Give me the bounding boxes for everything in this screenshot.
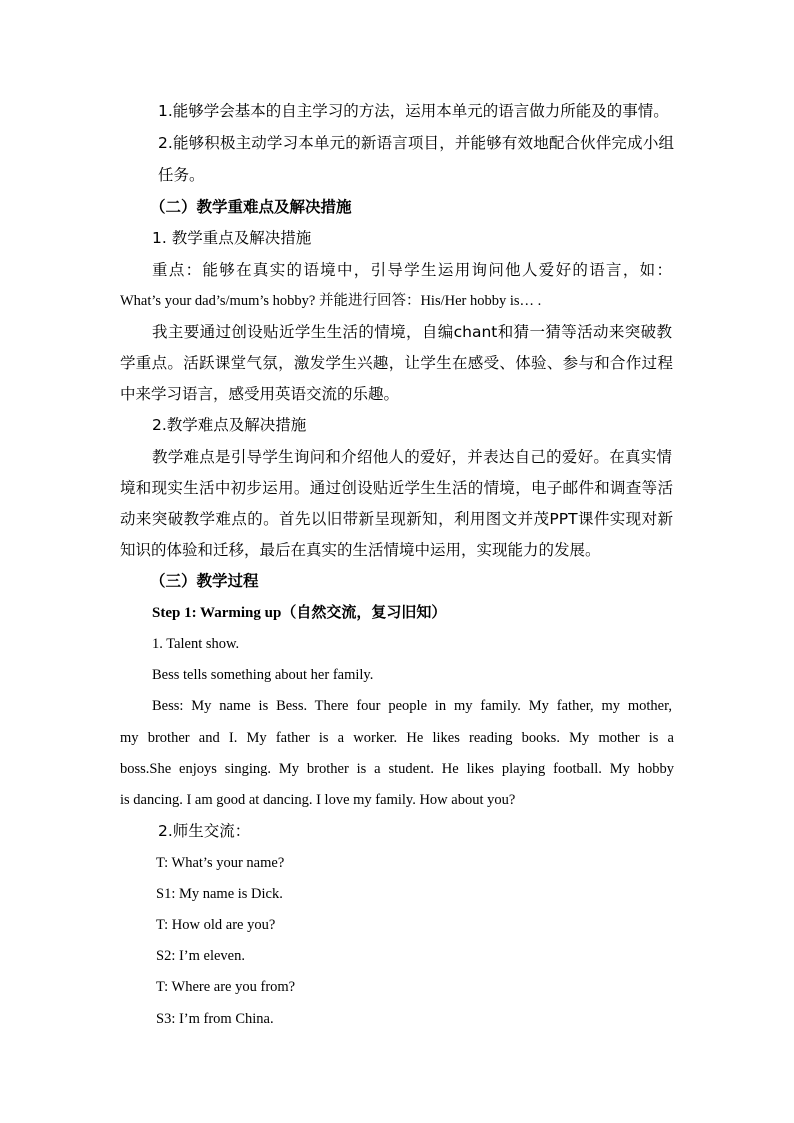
key-points-line-4: 学重点。活跃课堂气氛，激发学生兴趣，让学生在感受、体验、参与和合作过程	[120, 354, 673, 372]
objective-line-1: 1.能够学会基本的自主学习的方法，运用本单元的语言做力所能及的事情。	[158, 102, 669, 120]
subheading-key-points: 1. 教学重点及解决措施	[152, 229, 312, 247]
key-points-line-3: 我主要通过创设贴近学生生活的情境，自编chant和猜一猜等活动来突破教	[152, 323, 672, 341]
difficulties-line-4: 知识的体验和迁移，最后在真实的生活情境中运用，实现能力的发展。	[120, 541, 601, 559]
objective-line-2: 2.能够积极主动学习本单元的新语言项目，并能够有效地配合伙伴完成小组	[158, 134, 674, 152]
section-heading-2: （二）教学重难点及解决措施	[150, 198, 352, 216]
dialogue-line-4: S2: I’m eleven.	[156, 948, 245, 964]
dialogue-line-3: T: How old are you?	[156, 917, 276, 933]
objective-line-3: 任务。	[158, 166, 205, 184]
key-points-line-2: What’s your dad’s/mum’s hobby? 并能进行回答：His/Her hobby is… .	[120, 293, 542, 309]
dialogue-line-5: T: Where are you from?	[156, 979, 296, 995]
teacher-student-heading: 2.师生交流：	[158, 822, 251, 840]
key-points-line-5: 中来学习语言，感受用英语交流的乐趣。	[120, 385, 400, 403]
bess-speech-line-3: boss.She enjoys singing. My brother is a student. He likes playing football. My hobby	[120, 761, 674, 777]
bess-speech-line-1: Bess: My name is Bess. There four people in my family. My father, my mother,	[152, 698, 672, 714]
bess-intro: Bess tells something about her family.	[152, 667, 374, 683]
section-heading-3: （三）教学过程	[150, 572, 259, 590]
bess-speech-line-2: my brother and I. My father is a worker. He likes reading books. My mother is a	[120, 730, 674, 746]
dialogue-line-2: S1: My name is Dick.	[156, 886, 283, 902]
subheading-difficulties: 2.教学难点及解决措施	[152, 416, 307, 434]
bess-speech-line-4: is dancing. I am good at dancing. I love my family. How about you?	[120, 792, 516, 808]
key-points-line-1: 重点：能够在真实的语境中，引导学生运用询问他人爱好的语言，如：	[152, 261, 672, 279]
talent-show-item: 1. Talent show.	[152, 636, 240, 652]
difficulties-line-3: 动来突破教学难点的。首先以旧带新呈现新知，利用图文并茂PPT课件实现对新	[120, 510, 673, 528]
dialogue-line-6: S3: I’m from China.	[156, 1011, 274, 1027]
difficulties-line-2: 境和现实生活中初步运用。通过创设贴近学生生活的情境，电子邮件和调查等活	[120, 479, 673, 497]
step-1-heading: Step 1: Warming up（自然交流，复习旧知）	[152, 605, 447, 621]
difficulties-line-1: 教学难点是引导学生询问和介绍他人的爱好，并表达自己的爱好。在真实情	[152, 448, 672, 466]
dialogue-line-1: T: What’s your name?	[156, 855, 285, 871]
